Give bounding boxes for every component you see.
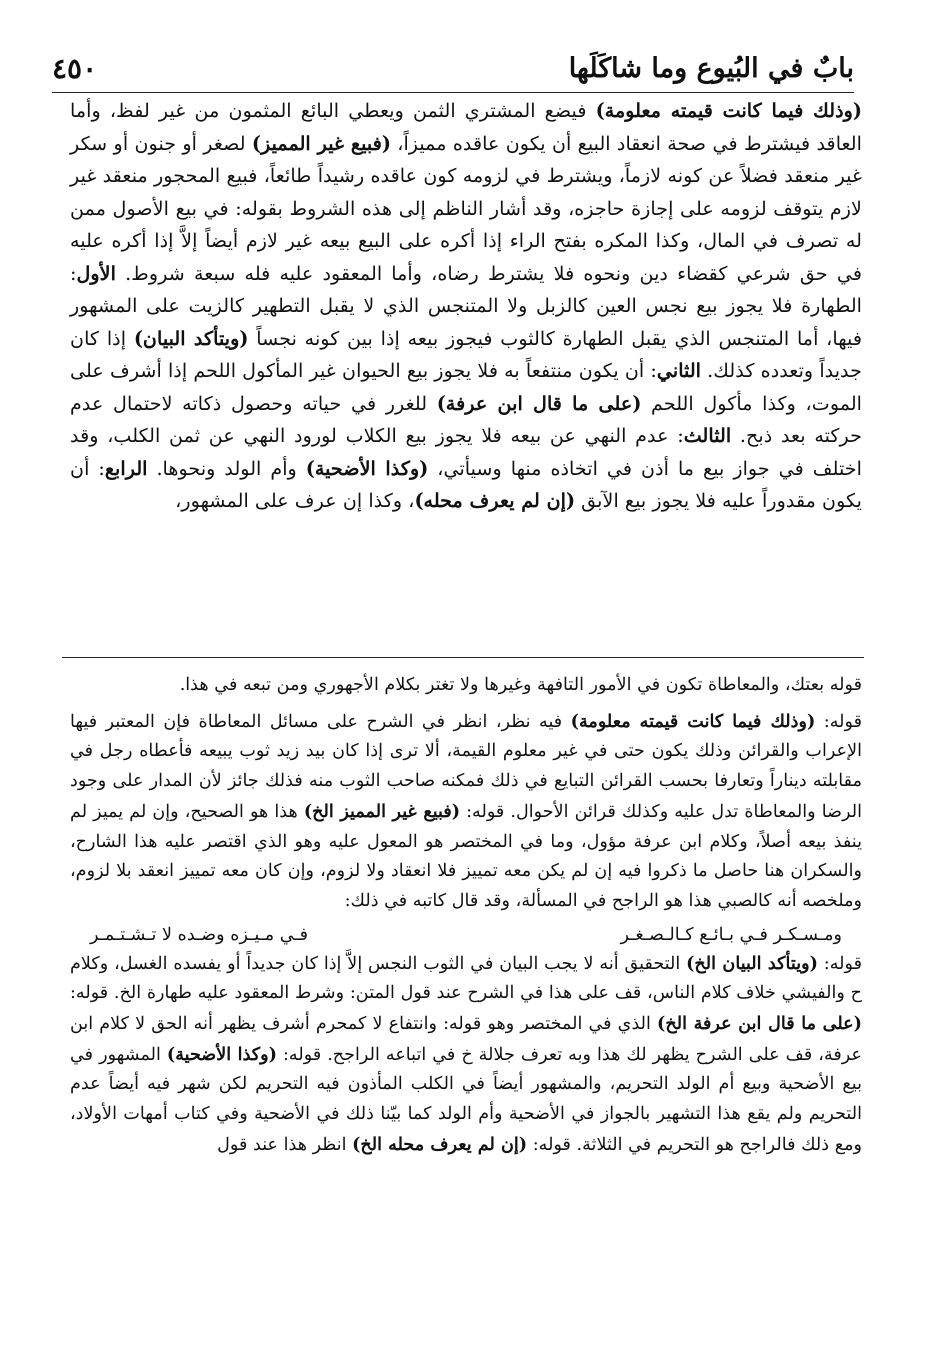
note-paragraph: قوله: (وذلك فيما كانت قيمته معلومة) فيه نظر، انظر في الشرح على مسائل المعاطاة فإن المعتبر فيها الإعراب والقرائن وذلك يكون حتى في غير معلوم القيمة، ألا ترى إذا كان بيد زيد ثوب يبيعه فأعطاه رجل في مقابلته ديناراً وتعارفا بحسب القرائن التبايع في ذلك فمكنه صاحب الثوب منه فذلك جائز لأن المدار على وجود الرضا والمعاطاة تدل عليه وكذلك قرائن الأحوال. قوله: (فبيع غير المميز الخ) هذا هو الصحيح، وإن لم يميز لم ينفذ بيعه أصلاً، وكلام ابن عرفة مؤول، وما في المختصر هو المعول عليه وهو الذي اقتصر عليه هذا الشارح، والسكران هنا حاصل ما ذكروا فيه إن لم يكن معه تمييز فلا انعقاد ولا لزوم، وإن كان معه تمييز انعقد بلا لزوم، وملخصه أنه كالصبي هذا هو الراجح في المسألة، وقد قال كاتبه في ذلك: — [70, 710, 862, 911]
page-number: ٤٥٠ — [52, 51, 98, 85]
main-text — [70, 95, 862, 518]
chapter-title: بابٌ في البُيوع وما شاكَلَها — [568, 52, 854, 84]
quoted-phrase: (على ما قال ابن عرفة الخ) — [657, 1013, 862, 1035]
quoted-phrase: (وكذا الأضحية) — [166, 1043, 278, 1065]
quoted-phrase: (وذلك فيما كانت قيمته معلومة) — [570, 710, 816, 732]
quoted-phrase: (على ما قال ابن عرفة) — [436, 391, 642, 415]
condition-heading: الأول — [76, 261, 116, 285]
footnote-divider — [62, 657, 864, 658]
note-paragraph: قوله بعتك، والمعاطاة تكون في الأمور التافهة وغيرها ولا تغتر بكلام الأجهوري ومن تبعه في هذا. — [179, 675, 862, 695]
main-paragraph: (وذلك فيما كانت قيمته معلومة) فيضع المشتري الثمن ويعطي البائع المثمون من غير لفظ، وأما العاقد فيشترط في صحة انعقاد البيع أن يكون عاقده مميزاً، (فبيع غير المميز) لصغر أو جنون أو سكر غير منعقد فضلاً عن كونه لازماً، ويشترط في لزومه كون عاقده رشيداً طائعاً، فبيع المحجور منعقد غير لازم يتوقف لزومه على إجازة حاجزه، وقد أشار الناظم إلى هذه الشروط بقوله: في بيع الأصول ممن له تصرف في المال، وكذا المكره بفتح الراء إذا أكره على البيع بيعه غير لازم أيضاً إلاَّ إذا أكره عليه في حق شرعي كقضاء دين ونحوه فلا يشترط رضاه، وأما المعقود عليه فله سبعة شروط. الأول: الطهارة فلا يجوز بيع نجس العين كالزبل ولا المتنجس الذي لا يقبل التطهير كالزيت على المشهور فيها، أما المتنجس الذي يقبل الطهارة كالثوب فيجوز بيعه إذا بين كونه نجساً (ويتأكد البيان) إذا كان جديداً وتعدده كذلك. الثاني: أن يكون منتفعاً به فلا يجوز بيع الحيوان غير المأكول اللحم إذا أشرف على الموت، وكذا مأكول اللحم (على ما قال ابن عرفة) للغرر في حياته وحصول ذكاته لاحتمال عدم حركته بعد ذبح. الثالث: عدم النهي عن بيعه فلا يجوز بيع الكلاب لورود النهي عن ثمن الكلب، وقد اختلف في جواز بيع ما أذن في اتخاذه منها وسيأتي، (وكذا الأضحية) وأم الولد ونحوها. الرابع: أن يكون مقدوراً عليه فلا يجوز بيع الآبق (إن لم يعرف محله)، وكذا إن عرف على المشهور، — [70, 99, 863, 512]
condition-heading: الثالث — [683, 424, 732, 447]
poem-verse — [70, 917, 862, 949]
note-paragraph: قوله: (ويتأكد البيان الخ) التحقيق أنه لا يجب البيان في الثوب النجس إلاَّ إذا كان جديداً أو يفسده الغسل، وكلام ح والفيشي خلاف كلام الناس، قف على هذا في الشرح عند قول المتن: وشرط المعقود عليه طهارة الخ. قوله: (على ما قال ابن عرفة الخ) الذي في المختصر وهو قوله: وانتفاع لا كمحرم أشرف يظهر أنه الحق لا كلام ابن عرفة، قف على الشرح يظهر لك هذا وبه تعرف جلالة خ في اتباعه الراجح. قوله: (وكذا الأضحية) المشهور في بيع الأضحية وبيع أم الولد التحريم، والمشهور أيضاً في الكلب المأذون فيه التحريم لكن شهر فيه أيضاً عدم التحريم ولم يقع هذا التشهير بالجواز في الأضحية وأم الولد كما بيّنا ذلك في الأضحية وفي كتاب أمهات الأولاد، ومع ذلك فالراجح هو التحريم في الثلاثة. قوله: (إن لم يعرف محله الخ) انظر هذا عند قول — [70, 952, 863, 1155]
page-header — [52, 44, 854, 93]
quoted-phrase: (وذلك فيما كانت قيمته معلومة) — [595, 99, 862, 122]
quoted-phrase: (وكذا الأضحية) — [305, 456, 429, 480]
quoted-phrase: (ويتأكد البيان) — [133, 326, 249, 350]
commentary-notes — [70, 671, 862, 1161]
quoted-phrase: (ويتأكد البيان الخ) — [686, 952, 818, 974]
condition-heading: الرابع — [104, 456, 148, 480]
quoted-phrase: (فبيع غير المميز) — [251, 131, 391, 155]
quoted-phrase: (إن لم يعرف محله) — [414, 489, 576, 512]
condition-heading: الثاني — [656, 359, 702, 382]
verse-first-hemistich: ومـسـكـر فـي بـائـع كـالـصـغـر — [620, 924, 842, 945]
verse-second-hemistich: فـي مـيـزه وضـده لا تـشـتـمـر — [90, 924, 309, 945]
quoted-phrase: (فبيع غير المميز الخ) — [303, 800, 461, 822]
quoted-phrase: (إن لم يعرف محله الخ) — [352, 1133, 528, 1155]
